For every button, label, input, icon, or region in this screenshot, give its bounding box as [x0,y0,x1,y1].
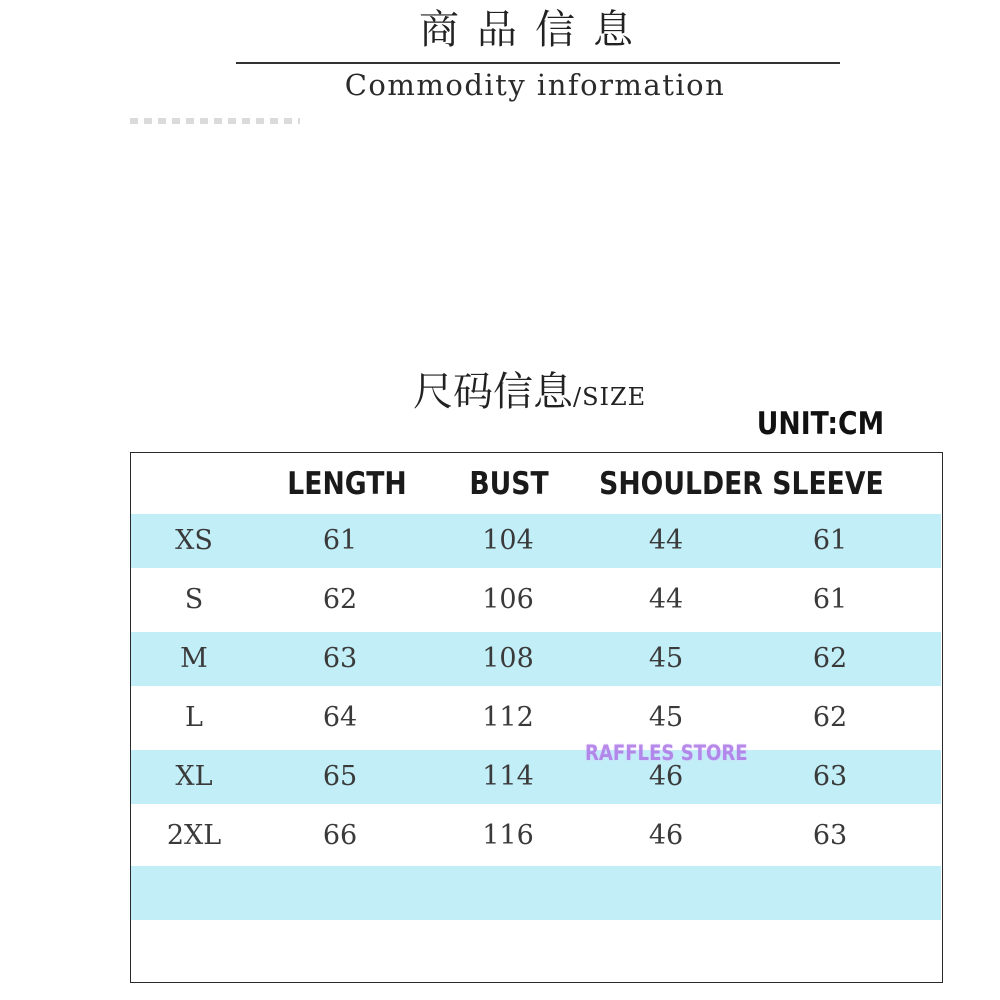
length-cell: 65 [322,761,358,792]
commodity-title-cn: 商品信息 [419,7,651,53]
size-cell: S [184,584,204,615]
size-table [130,452,943,983]
sleeve-cell: 61 [812,525,848,556]
size-title-cn: 尺码信息 [413,369,573,415]
sleeve-cell: 63 [812,761,848,792]
decorative-speck-line [130,118,300,124]
table-row [131,691,941,745]
header-sleeve: SLEEVE [772,466,884,502]
bust-cell: 108 [482,643,534,674]
table-row [131,809,941,863]
header-bust: BUST [469,466,549,502]
header-length: LENGTH [287,466,407,502]
length-cell: 64 [322,702,358,733]
bust-cell: 112 [482,702,534,733]
size-cell: XL [175,761,213,792]
size-cell: L [185,702,203,733]
bust-cell: 116 [482,820,534,851]
shoulder-cell: 45 [648,643,684,674]
store-watermark: RAFFLES STORE [585,741,748,765]
sleeve-cell: 62 [812,702,848,733]
bust-cell: 114 [482,761,534,792]
table-row [131,573,941,627]
table-header-row [131,453,941,507]
sleeve-cell: 63 [812,820,848,851]
size-title-en: /SIZE [573,383,647,411]
length-cell: 62 [322,584,358,615]
table-row [131,514,941,568]
size-cell: XS [175,525,213,556]
size-cell: 2XL [166,820,222,851]
size-cell: M [180,643,208,674]
commodity-title-en: Commodity information [344,68,726,102]
sleeve-cell: 61 [812,584,848,615]
header-shoulder: SHOULDER [599,466,763,502]
shoulder-cell: 46 [648,761,684,792]
table-row [131,632,941,686]
unit-label: UNIT:CM [756,406,884,442]
bust-cell: 104 [482,525,534,556]
sleeve-cell: 62 [812,643,848,674]
length-cell: 66 [322,820,358,851]
table-row-empty [131,866,941,920]
shoulder-cell: 44 [648,525,684,556]
shoulder-cell: 46 [648,820,684,851]
title-divider [236,62,840,64]
size-section-title [413,364,646,428]
bust-cell: 106 [482,584,534,615]
table-row [131,750,941,804]
length-cell: 63 [322,643,358,674]
length-cell: 61 [322,525,358,556]
shoulder-cell: 44 [648,584,684,615]
shoulder-cell: 45 [648,702,684,733]
